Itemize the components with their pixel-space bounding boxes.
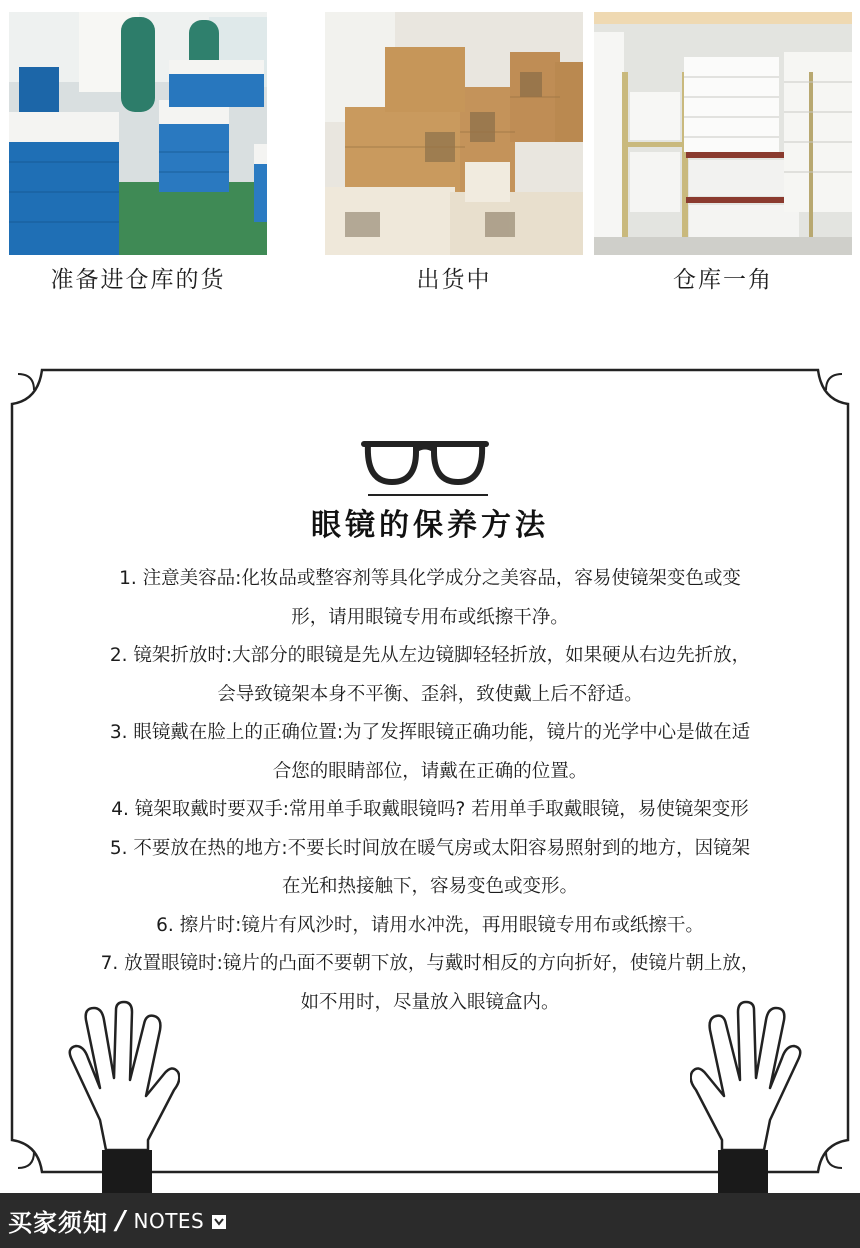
- left-hand-illustration: [60, 1000, 180, 1195]
- warehouse-shelves-photo: [594, 12, 852, 255]
- photo-caption: 仓库一角: [673, 267, 773, 293]
- care-tip: [40, 907, 820, 946]
- glasses-care-panel: [0, 360, 860, 1195]
- right-hand-illustration: [690, 1000, 810, 1195]
- care-tip: [40, 830, 820, 907]
- photo-card-incoming: [9, 12, 267, 294]
- chevron-down-icon[interactable]: [212, 1215, 226, 1229]
- tip-line: 5. 不要放在热的地方:不要长时间放在暖气房或太阳容易照射到的地方，因镜架: [109, 837, 751, 859]
- tip-line: 7. 放置眼镜时:镜片的凸面不要朝下放，与戴时相反的方向折好，使镜片朝上放，: [100, 953, 760, 974]
- care-title: 眼镜的保养方法: [311, 508, 549, 543]
- tip-line: 1. 注意美容品:化妆品或整容剂等具化学成分之美容品，容易使镜架变色或变: [119, 568, 741, 589]
- photo-strip: [0, 12, 860, 302]
- photo-caption: 准备进仓库的货: [50, 267, 226, 293]
- photo-caption: 出货中: [416, 267, 492, 293]
- photo-card-corner: [594, 12, 852, 294]
- footer-title: 买家须知: [8, 1209, 108, 1237]
- shipping-boxes-photo: [325, 12, 583, 255]
- tip-line: 4. 镜架取戴时要双手:常用单手取戴眼镜吗? 若用单手取戴眼镜，易使镜架变形: [111, 799, 749, 820]
- tip-line: 会导致镜架本身不平衡、歪斜，致使戴上后不舒适。: [217, 683, 643, 705]
- care-tip: [40, 560, 820, 637]
- warehouse-crates-photo: [9, 12, 267, 255]
- footer-slash: /: [116, 1205, 126, 1236]
- care-tip: [40, 791, 820, 830]
- photo-card-shipping: [325, 12, 583, 294]
- tip-line: 在光和热接触下，容易变色或变形。: [281, 876, 578, 897]
- glasses-icon: [360, 432, 490, 492]
- tip-line: 6. 擦片时:镜片有风沙时，请用水冲洗，再用眼镜专用布或纸擦干。: [156, 914, 704, 936]
- care-tip: [40, 637, 820, 714]
- notes-footer-bar: [0, 1193, 860, 1248]
- care-tip: [40, 714, 820, 791]
- care-tips-list: [40, 560, 820, 1022]
- tip-line: 合您的眼睛部位，请戴在正确的位置。: [272, 760, 588, 782]
- tip-line: 3. 眼镜戴在脸上的正确位置:为了发挥眼镜正确功能，镜片的光学中心是做在适: [109, 722, 751, 743]
- tip-line: 2. 镜架折放时:大部分的眼镜是先从左边镜脚轻轻折放，如果硬从右边先折放，: [109, 645, 751, 666]
- title-divider: [368, 494, 488, 496]
- tip-line: 形，请用眼镜专用布或纸擦干净。: [291, 606, 569, 628]
- footer-subtitle: NOTES: [133, 1208, 205, 1233]
- tip-line: 如不用时，尽量放入眼镜盒内。: [300, 991, 560, 1013]
